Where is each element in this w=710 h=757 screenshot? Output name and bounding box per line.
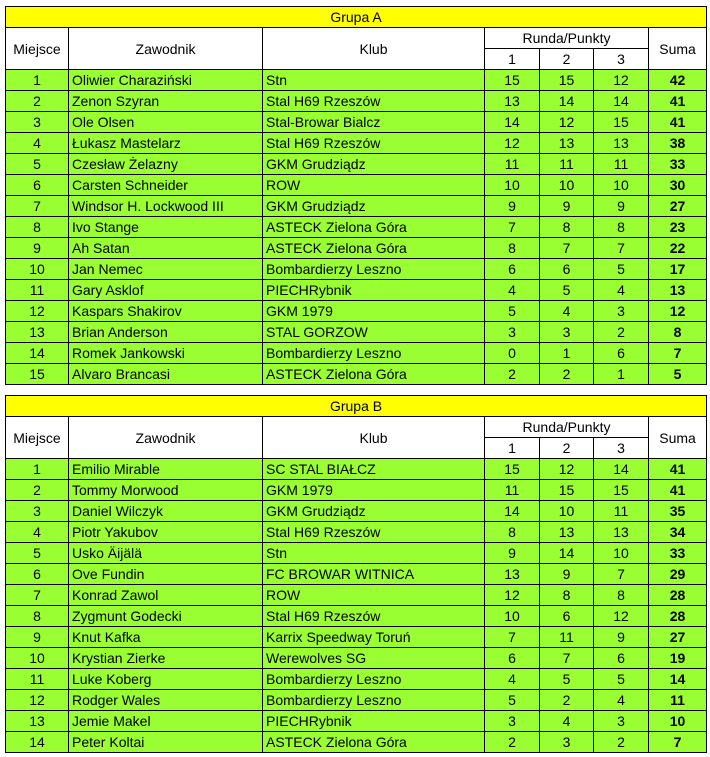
round-1-cell: 8 xyxy=(485,238,540,259)
rider-cell: Gary Asklof xyxy=(69,280,263,301)
total-cell: 14 xyxy=(649,669,707,690)
round-2-cell: 4 xyxy=(540,301,594,322)
table-row xyxy=(6,259,707,280)
round-3-cell: 15 xyxy=(594,112,649,133)
table-row xyxy=(6,606,707,627)
total-cell: 41 xyxy=(649,112,707,133)
total-header: Suma xyxy=(649,417,707,459)
round-2-cell: 14 xyxy=(540,91,594,112)
rider-cell: Oliwier Charaziński xyxy=(69,70,263,91)
rider-cell: Piotr Yakubov xyxy=(69,522,263,543)
table-row xyxy=(6,91,707,112)
place-cell: 13 xyxy=(6,711,69,732)
group-title-row xyxy=(6,7,707,28)
round-3-cell: 8 xyxy=(594,585,649,606)
group-title: Grupa A xyxy=(6,7,707,28)
round-3-cell: 14 xyxy=(594,459,649,480)
rider-header: Zawodnik xyxy=(69,28,263,70)
place-cell: 10 xyxy=(6,259,69,280)
rider-cell: Knut Kafka xyxy=(69,627,263,648)
club-cell: FC BROWAR WITNICA xyxy=(263,564,485,585)
club-cell: ASTECK Zielona Góra xyxy=(263,238,485,259)
club-cell: GKM Grudziądz xyxy=(263,501,485,522)
club-cell: ASTECK Zielona Góra xyxy=(263,364,485,385)
club-cell: ASTECK Zielona Góra xyxy=(263,732,485,753)
total-cell: 8 xyxy=(649,322,707,343)
place-cell: 14 xyxy=(6,732,69,753)
rider-cell: Ole Olsen xyxy=(69,112,263,133)
round-1-cell: 6 xyxy=(485,259,540,280)
round-2-cell: 10 xyxy=(540,501,594,522)
rider-cell: Daniel Wilczyk xyxy=(69,501,263,522)
round-3-cell: 15 xyxy=(594,480,649,501)
round-2-cell: 7 xyxy=(540,648,594,669)
club-header: Klub xyxy=(263,417,485,459)
total-cell: 19 xyxy=(649,648,707,669)
round-2-cell: 13 xyxy=(540,133,594,154)
club-cell: ASTECK Zielona Góra xyxy=(263,217,485,238)
club-cell: GKM Grudziądz xyxy=(263,154,485,175)
rider-cell: Carsten Schneider xyxy=(69,175,263,196)
round-1-cell: 7 xyxy=(485,627,540,648)
round-2-header: 2 xyxy=(540,438,594,459)
place-cell: 2 xyxy=(6,91,69,112)
header-row xyxy=(6,417,707,438)
club-cell: ROW xyxy=(263,175,485,196)
round-1-cell: 15 xyxy=(485,459,540,480)
round-3-cell: 13 xyxy=(594,522,649,543)
table-row xyxy=(6,112,707,133)
place-cell: 5 xyxy=(6,154,69,175)
round-3-cell: 14 xyxy=(594,91,649,112)
club-cell: STAL GORZOW xyxy=(263,322,485,343)
group-b-table xyxy=(5,395,707,753)
total-cell: 33 xyxy=(649,154,707,175)
round-2-cell: 13 xyxy=(540,522,594,543)
round-1-cell: 14 xyxy=(485,501,540,522)
rider-cell: Konrad Zawol xyxy=(69,585,263,606)
round-1-header: 1 xyxy=(485,438,540,459)
rider-cell: Ivo Stange xyxy=(69,217,263,238)
club-cell: GKM 1979 xyxy=(263,301,485,322)
round-1-cell: 3 xyxy=(485,711,540,732)
round-2-cell: 10 xyxy=(540,175,594,196)
table-row xyxy=(6,627,707,648)
total-cell: 41 xyxy=(649,91,707,112)
round-3-cell: 8 xyxy=(594,217,649,238)
place-cell: 4 xyxy=(6,522,69,543)
round-3-cell: 12 xyxy=(594,70,649,91)
place-cell: 2 xyxy=(6,480,69,501)
round-1-cell: 13 xyxy=(485,91,540,112)
club-cell: SC STAL BIAŁCZ xyxy=(263,459,485,480)
club-cell: GKM Grudziądz xyxy=(263,196,485,217)
round-2-cell: 2 xyxy=(540,364,594,385)
rider-cell: Ove Fundin xyxy=(69,564,263,585)
rider-cell: Ah Satan xyxy=(69,238,263,259)
table-row xyxy=(6,648,707,669)
table-row xyxy=(6,343,707,364)
club-cell: Karrix Speedway Toruń xyxy=(263,627,485,648)
table-row xyxy=(6,196,707,217)
total-cell: 29 xyxy=(649,564,707,585)
round-3-cell: 4 xyxy=(594,280,649,301)
round-3-cell: 10 xyxy=(594,543,649,564)
place-cell: 15 xyxy=(6,364,69,385)
round-1-cell: 11 xyxy=(485,480,540,501)
rider-cell: Usko Äijälä xyxy=(69,543,263,564)
round-3-cell: 2 xyxy=(594,732,649,753)
round-3-cell: 3 xyxy=(594,301,649,322)
round-1-cell: 10 xyxy=(485,175,540,196)
round-3-cell: 7 xyxy=(594,238,649,259)
rider-cell: Peter Koltai xyxy=(69,732,263,753)
table-row xyxy=(6,238,707,259)
club-cell: Stal H69 Rzeszów xyxy=(263,133,485,154)
round-2-cell: 12 xyxy=(540,112,594,133)
club-cell: Stn xyxy=(263,70,485,91)
total-cell: 38 xyxy=(649,133,707,154)
club-header: Klub xyxy=(263,28,485,70)
place-cell: 6 xyxy=(6,564,69,585)
total-cell: 12 xyxy=(649,301,707,322)
rider-cell: Alvaro Brancasi xyxy=(69,364,263,385)
total-cell: 23 xyxy=(649,217,707,238)
rider-cell: Kaspars Shakirov xyxy=(69,301,263,322)
table-row xyxy=(6,669,707,690)
round-1-cell: 5 xyxy=(485,301,540,322)
club-cell: Bombardierzy Leszno xyxy=(263,690,485,711)
round-2-cell: 9 xyxy=(540,196,594,217)
round-1-cell: 4 xyxy=(485,669,540,690)
total-cell: 28 xyxy=(649,585,707,606)
round-3-cell: 6 xyxy=(594,343,649,364)
rider-cell: Rodger Wales xyxy=(69,690,263,711)
round-1-cell: 0 xyxy=(485,343,540,364)
club-cell: Bombardierzy Leszno xyxy=(263,259,485,280)
total-header: Suma xyxy=(649,28,707,70)
round-3-cell: 4 xyxy=(594,690,649,711)
rider-cell: Brian Anderson xyxy=(69,322,263,343)
round-2-cell: 12 xyxy=(540,459,594,480)
club-cell: PIECHRybnik xyxy=(263,711,485,732)
round-2-cell: 15 xyxy=(540,70,594,91)
total-cell: 27 xyxy=(649,196,707,217)
round-3-cell: 9 xyxy=(594,196,649,217)
place-cell: 5 xyxy=(6,543,69,564)
rider-cell: Jemie Makel xyxy=(69,711,263,732)
table-row xyxy=(6,459,707,480)
total-cell: 35 xyxy=(649,501,707,522)
club-cell: ROW xyxy=(263,585,485,606)
round-3-cell: 5 xyxy=(594,669,649,690)
club-cell: Stal H69 Rzeszów xyxy=(263,91,485,112)
round-1-cell: 4 xyxy=(485,280,540,301)
club-cell: Stn xyxy=(263,543,485,564)
place-cell: 12 xyxy=(6,690,69,711)
round-3-cell: 12 xyxy=(594,606,649,627)
round-3-cell: 11 xyxy=(594,154,649,175)
total-cell: 30 xyxy=(649,175,707,196)
round-1-cell: 5 xyxy=(485,690,540,711)
round-1-cell: 14 xyxy=(485,112,540,133)
round-1-cell: 9 xyxy=(485,543,540,564)
total-cell: 41 xyxy=(649,459,707,480)
place-cell: 13 xyxy=(6,322,69,343)
round-2-cell: 8 xyxy=(540,585,594,606)
table-row xyxy=(6,711,707,732)
round-2-cell: 14 xyxy=(540,543,594,564)
place-cell: 1 xyxy=(6,459,69,480)
place-cell: 10 xyxy=(6,648,69,669)
total-cell: 41 xyxy=(649,480,707,501)
group-title-row xyxy=(6,396,707,417)
table-row xyxy=(6,585,707,606)
place-cell: 9 xyxy=(6,238,69,259)
total-cell: 11 xyxy=(649,690,707,711)
rider-cell: Jan Nemec xyxy=(69,259,263,280)
round-2-cell: 1 xyxy=(540,343,594,364)
round-1-cell: 8 xyxy=(485,522,540,543)
total-cell: 34 xyxy=(649,522,707,543)
round-1-cell: 2 xyxy=(485,364,540,385)
table-row xyxy=(6,480,707,501)
place-cell: 3 xyxy=(6,501,69,522)
group-a-table xyxy=(5,6,707,385)
round-2-header: 2 xyxy=(540,49,594,70)
total-cell: 22 xyxy=(649,238,707,259)
place-cell: 1 xyxy=(6,70,69,91)
round-1-cell: 12 xyxy=(485,585,540,606)
place-cell: 3 xyxy=(6,112,69,133)
round-3-cell: 10 xyxy=(594,175,649,196)
table-row xyxy=(6,564,707,585)
club-cell: Bombardierzy Leszno xyxy=(263,669,485,690)
rider-header: Zawodnik xyxy=(69,417,263,459)
round-3-cell: 7 xyxy=(594,564,649,585)
place-cell: 8 xyxy=(6,217,69,238)
place-cell: 14 xyxy=(6,343,69,364)
round-3-cell: 13 xyxy=(594,133,649,154)
round-1-cell: 15 xyxy=(485,70,540,91)
round-2-cell: 5 xyxy=(540,280,594,301)
club-cell: Bombardierzy Leszno xyxy=(263,343,485,364)
rider-cell: Krystian Zierke xyxy=(69,648,263,669)
club-cell: Stal H69 Rzeszów xyxy=(263,606,485,627)
place-cell: 11 xyxy=(6,669,69,690)
table-row xyxy=(6,522,707,543)
round-1-cell: 13 xyxy=(485,564,540,585)
round-1-cell: 2 xyxy=(485,732,540,753)
round-3-cell: 9 xyxy=(594,627,649,648)
round-1-cell: 11 xyxy=(485,154,540,175)
place-cell: 4 xyxy=(6,133,69,154)
total-cell: 42 xyxy=(649,70,707,91)
club-cell: Stal H69 Rzeszów xyxy=(263,522,485,543)
club-cell: GKM 1979 xyxy=(263,480,485,501)
round-2-cell: 8 xyxy=(540,217,594,238)
round-1-cell: 12 xyxy=(485,133,540,154)
round-1-cell: 6 xyxy=(485,648,540,669)
header-row xyxy=(6,28,707,49)
table-row xyxy=(6,690,707,711)
rider-cell: Emilio Mirable xyxy=(69,459,263,480)
place-cell: 9 xyxy=(6,627,69,648)
table-row xyxy=(6,543,707,564)
rider-cell: Windsor H. Lockwood III xyxy=(69,196,263,217)
group-title: Grupa B xyxy=(6,396,707,417)
round-2-cell: 5 xyxy=(540,669,594,690)
rounds-header: Runda/Punkty xyxy=(485,417,649,438)
table-row xyxy=(6,217,707,238)
total-cell: 13 xyxy=(649,280,707,301)
place-cell: 6 xyxy=(6,175,69,196)
round-3-header: 3 xyxy=(594,438,649,459)
round-2-cell: 15 xyxy=(540,480,594,501)
place-cell: 12 xyxy=(6,301,69,322)
place-cell: 8 xyxy=(6,606,69,627)
club-cell: Werewolves SG xyxy=(263,648,485,669)
table-row xyxy=(6,732,707,753)
place-header: Miejsce xyxy=(6,28,69,70)
table-row xyxy=(6,322,707,343)
rider-cell: Zenon Szyran xyxy=(69,91,263,112)
round-2-cell: 6 xyxy=(540,259,594,280)
total-cell: 7 xyxy=(649,343,707,364)
rider-cell: Luke Koberg xyxy=(69,669,263,690)
rider-cell: Romek Jankowski xyxy=(69,343,263,364)
round-3-header: 3 xyxy=(594,49,649,70)
rounds-header: Runda/Punkty xyxy=(485,28,649,49)
round-2-cell: 11 xyxy=(540,154,594,175)
round-2-cell: 4 xyxy=(540,711,594,732)
round-1-cell: 7 xyxy=(485,217,540,238)
total-cell: 7 xyxy=(649,732,707,753)
rider-cell: Czesław Żelazny xyxy=(69,154,263,175)
round-1-cell: 3 xyxy=(485,322,540,343)
place-cell: 7 xyxy=(6,196,69,217)
total-cell: 10 xyxy=(649,711,707,732)
round-3-cell: 3 xyxy=(594,711,649,732)
round-1-cell: 9 xyxy=(485,196,540,217)
place-cell: 11 xyxy=(6,280,69,301)
round-2-cell: 9 xyxy=(540,564,594,585)
total-cell: 5 xyxy=(649,364,707,385)
round-2-cell: 2 xyxy=(540,690,594,711)
rider-cell: Łukasz Mastelarz xyxy=(69,133,263,154)
table-row xyxy=(6,280,707,301)
round-3-cell: 2 xyxy=(594,322,649,343)
table-row xyxy=(6,175,707,196)
round-1-cell: 10 xyxy=(485,606,540,627)
round-1-header: 1 xyxy=(485,49,540,70)
table-row xyxy=(6,301,707,322)
club-cell: Stal-Browar Bialcz xyxy=(263,112,485,133)
total-cell: 28 xyxy=(649,606,707,627)
rider-cell: Tommy Morwood xyxy=(69,480,263,501)
table-row xyxy=(6,154,707,175)
total-cell: 27 xyxy=(649,627,707,648)
table-row xyxy=(6,364,707,385)
round-3-cell: 11 xyxy=(594,501,649,522)
table-row xyxy=(6,133,707,154)
round-2-cell: 3 xyxy=(540,322,594,343)
round-2-cell: 6 xyxy=(540,606,594,627)
place-cell: 7 xyxy=(6,585,69,606)
rider-cell: Zygmunt Godecki xyxy=(69,606,263,627)
round-2-cell: 11 xyxy=(540,627,594,648)
round-2-cell: 3 xyxy=(540,732,594,753)
table-row xyxy=(6,70,707,91)
total-cell: 17 xyxy=(649,259,707,280)
total-cell: 33 xyxy=(649,543,707,564)
club-cell: PIECHRybnik xyxy=(263,280,485,301)
table-row xyxy=(6,501,707,522)
round-3-cell: 6 xyxy=(594,648,649,669)
place-header: Miejsce xyxy=(6,417,69,459)
round-3-cell: 1 xyxy=(594,364,649,385)
round-2-cell: 7 xyxy=(540,238,594,259)
round-3-cell: 5 xyxy=(594,259,649,280)
